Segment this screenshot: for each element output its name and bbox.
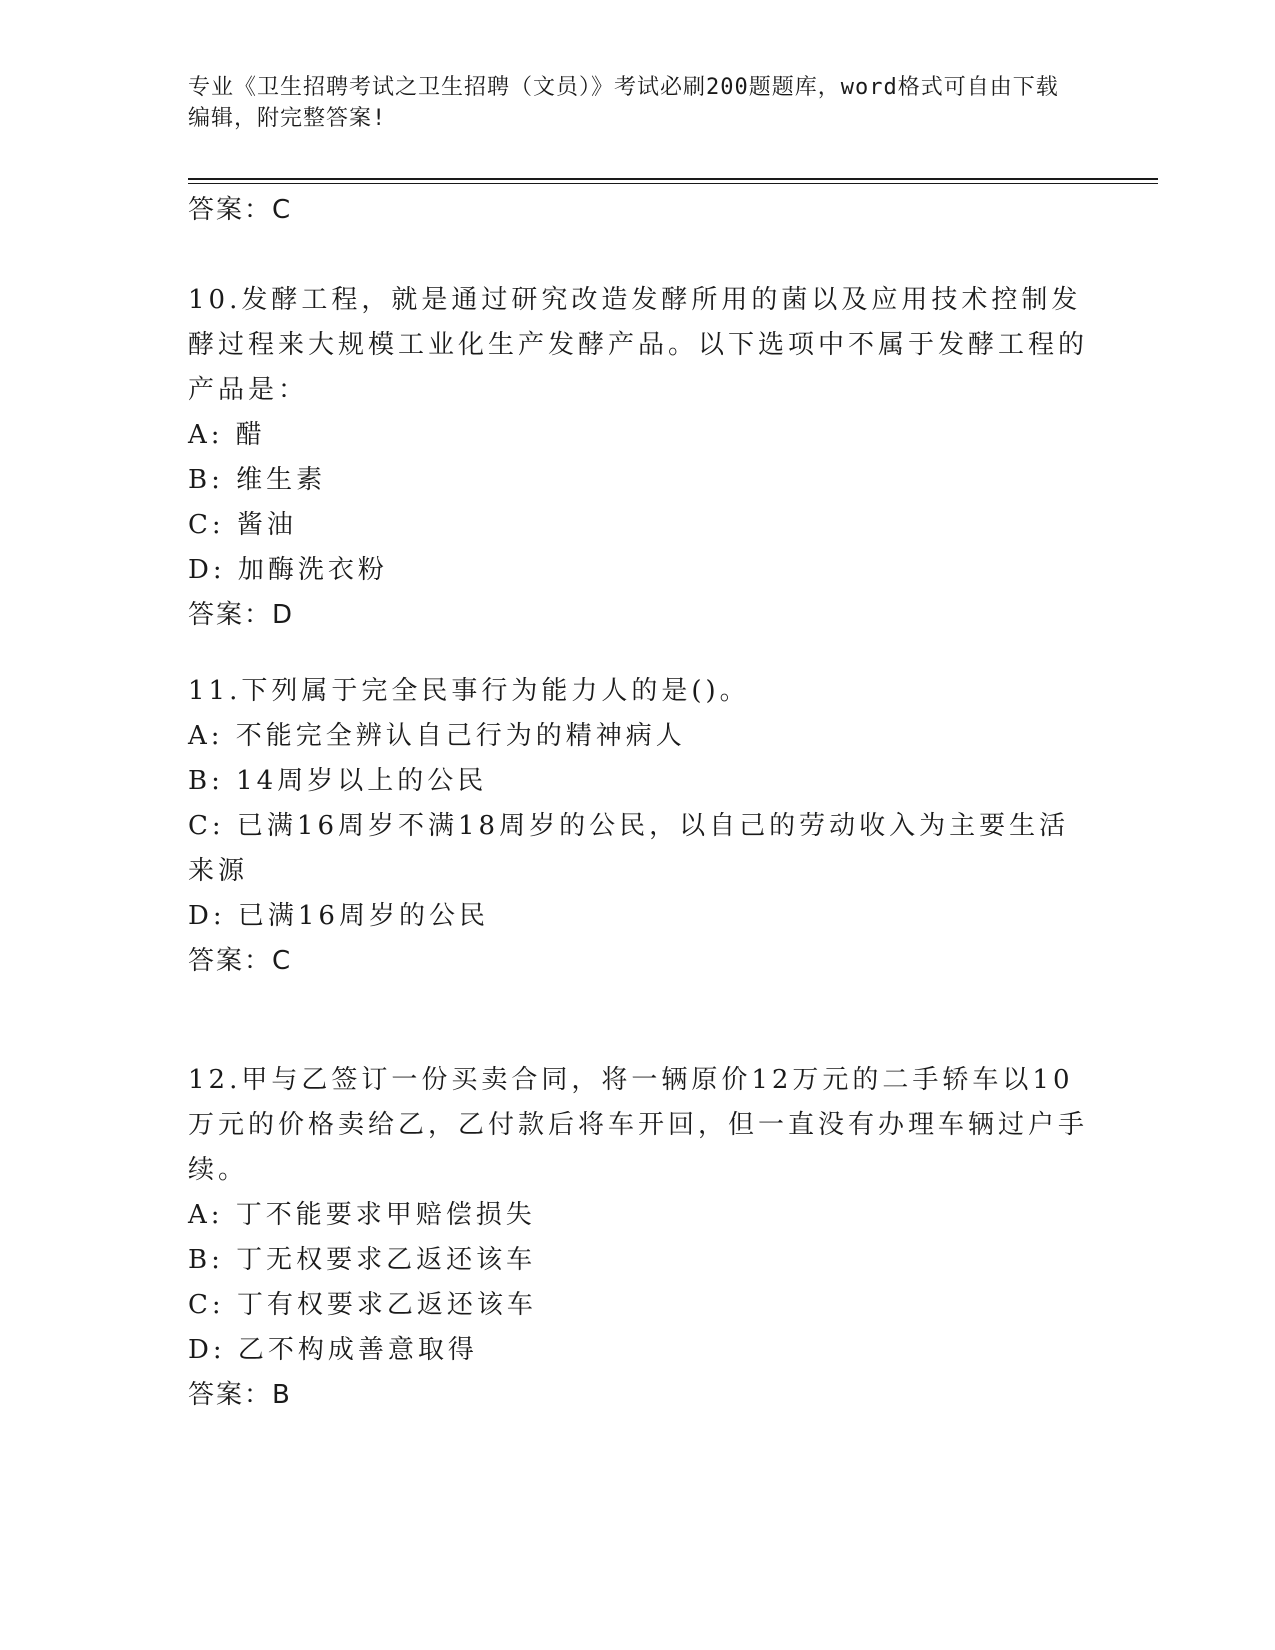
answer-previous: 答案：C — [188, 195, 293, 225]
option-b: B: 丁无权要求乙返还该车 — [188, 1245, 537, 1275]
option-c: C: 丁有权要求乙返还该车 — [188, 1290, 537, 1320]
option-d: D: 已满16周岁的公民 — [188, 901, 489, 931]
question-text: 10.发酵工程，就是通过研究改造发酵所用的菌以及应用技术控制发酵过程来大规模工业化生产发酵产品。以下选项中不属于发酵工程的产品是： — [188, 285, 1089, 405]
question-10 — [188, 278, 1088, 638]
question-text: 12.甲与乙签订一份买卖合同，将一辆原价12万元的二手轿车以10万元的价格卖给乙，乙付款后将车开回，但一直没有办理车辆过户手续。 — [188, 1065, 1089, 1185]
option-a: A: 不能完全辨认自己行为的精神病人 — [188, 721, 686, 751]
option-c: C: 酱油 — [188, 510, 297, 540]
question-12 — [188, 1058, 1088, 1418]
question-text: 11.下列属于完全民事行为能力人的是()。 — [188, 676, 750, 706]
option-c: C: 已满16周岁不满18周岁的公民，以自己的劳动收入为主要生活来源 — [188, 811, 1070, 886]
header-divider — [188, 178, 1158, 180]
document-header: 专业《卫生招聘考试之卫生招聘（文员）》考试必刷200题题库，word格式可自由下载编辑，附完整答案! — [188, 75, 1059, 131]
header-divider-thin — [188, 183, 1158, 184]
answer: 答案：B — [188, 1380, 292, 1410]
answer: 答案：D — [188, 600, 295, 630]
option-a: A: 丁不能要求甲赔偿损失 — [188, 1200, 536, 1230]
option-b: B: 维生素 — [188, 465, 327, 495]
question-11 — [188, 669, 1088, 984]
answer: 答案：C — [188, 946, 293, 976]
option-d: D: 加酶洗衣粉 — [188, 555, 388, 585]
option-d: D: 乙不构成善意取得 — [188, 1335, 478, 1365]
option-a: A: 醋 — [188, 420, 266, 450]
option-b: B: 14周岁以上的公民 — [188, 766, 488, 796]
